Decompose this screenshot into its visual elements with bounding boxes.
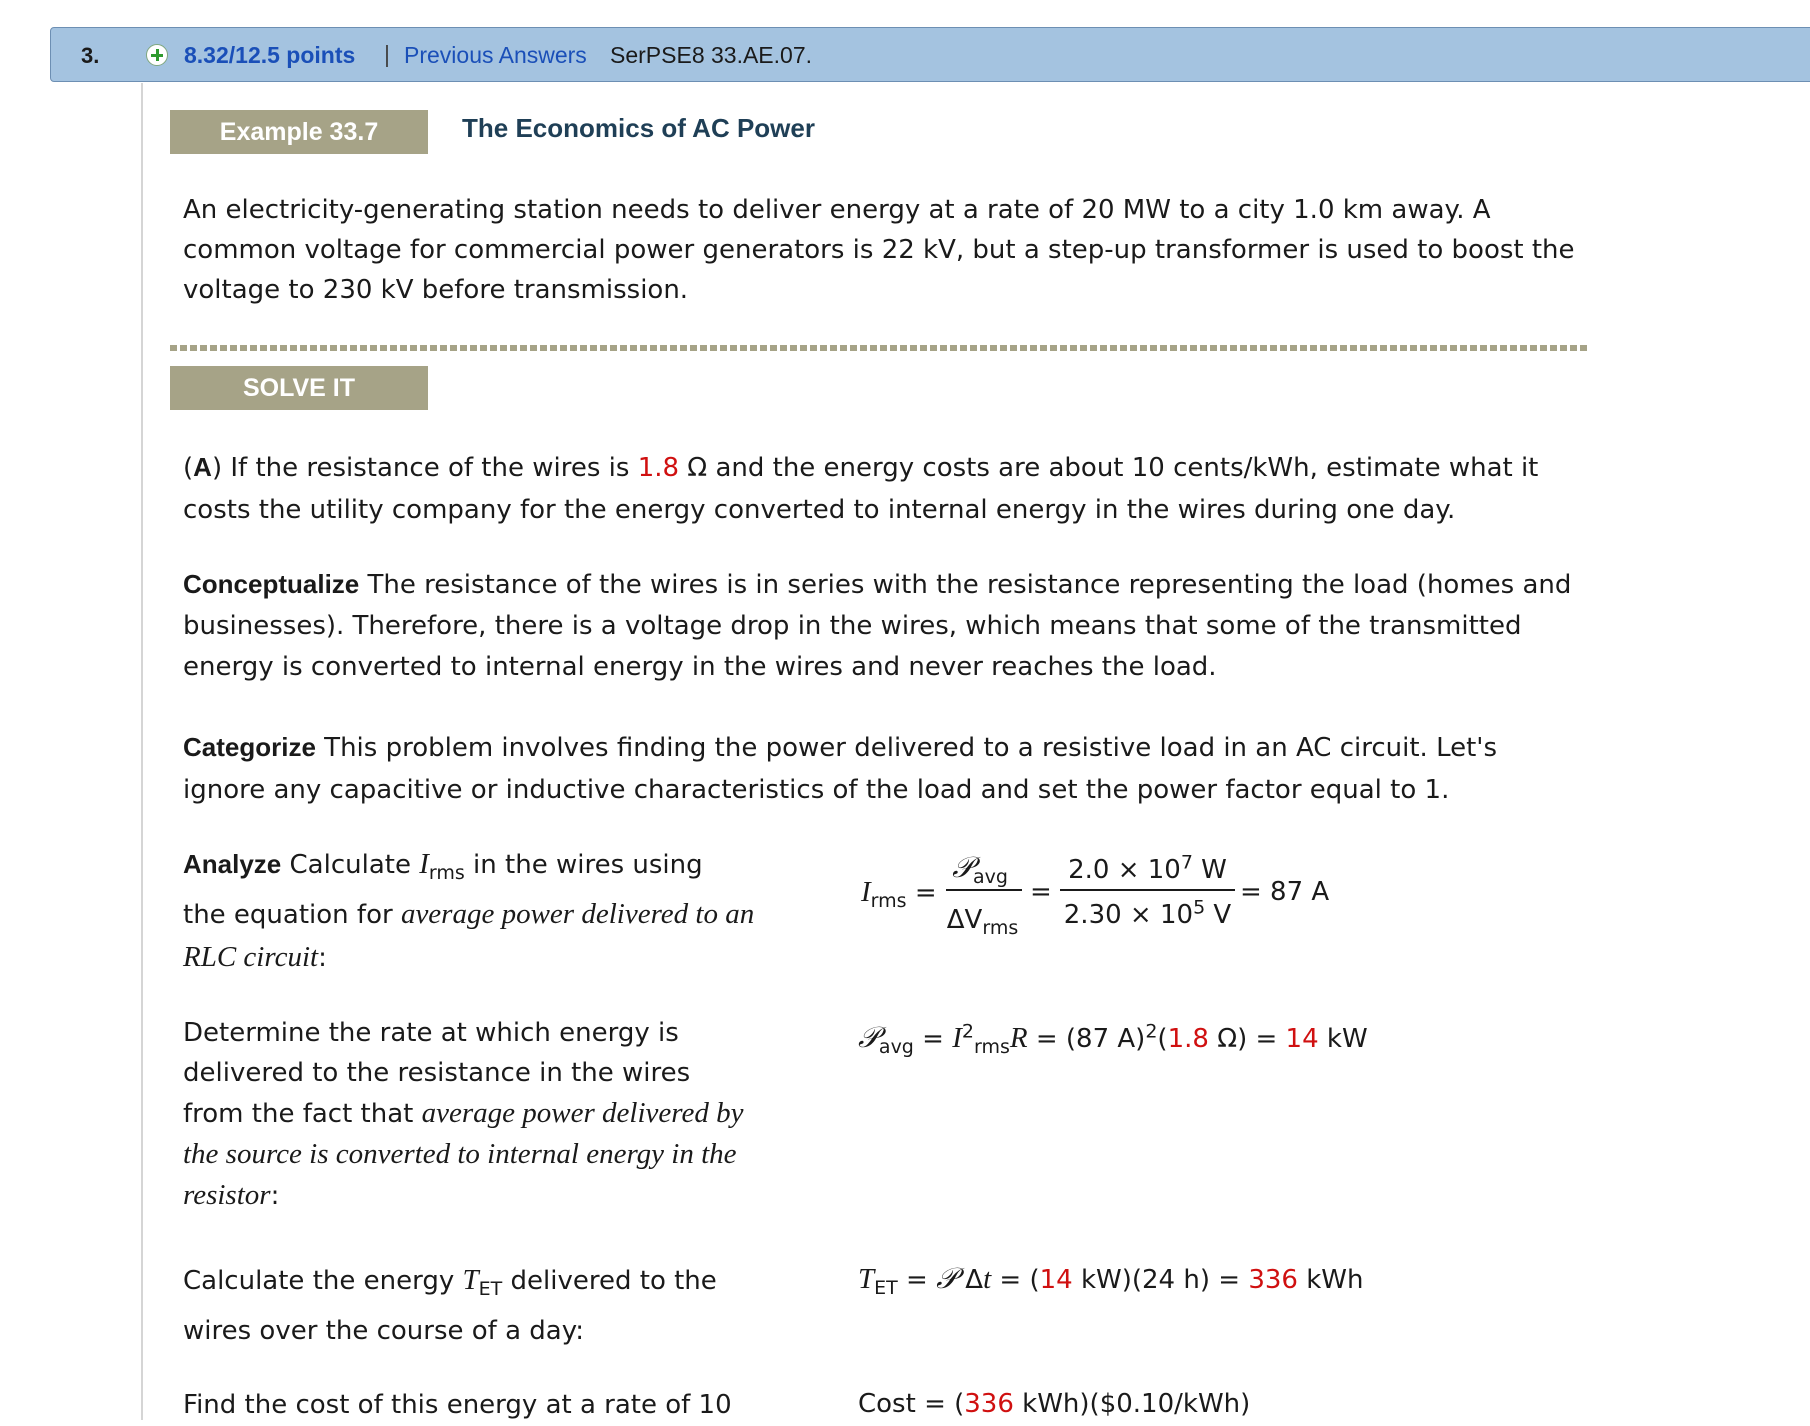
analyze-heading: Analyze <box>183 849 282 879</box>
resistance-value: 1.8 <box>637 453 680 483</box>
irms-result: = 87 A <box>1240 877 1330 907</box>
question-number: 3. <box>81 43 100 68</box>
energy-step-label: Calculate the energy $T_{ET}$ delivered to the wires over the course of a day: <box>183 1264 717 1346</box>
example-title: The Economics of AC Power <box>462 113 815 143</box>
header-separator: | <box>384 41 390 67</box>
categorize-heading: Categorize <box>183 732 316 762</box>
conceptualize-paragraph: Conceptualize The resistance of the wires is in series with the resistance representing the load (homes and businesses). Therefore, there is a voltage drop in the wires, which means that some of the transmitted energy is converted to internal energy in the wires and never reaches the load. <box>183 569 1572 682</box>
previous-answers-link[interactable]: Previous Answers <box>404 42 587 68</box>
left-divider <box>141 83 143 1420</box>
expand-plus-icon[interactable] <box>146 44 168 66</box>
energy-result: 336 <box>1248 1265 1298 1295</box>
intro-paragraph <box>183 190 1575 310</box>
power-equation: 𝒫$_{avg}$ = $I^2_{rms}R = (87$ A)$^2$(1.8 Ω) = 14 kW <box>858 1020 1368 1059</box>
categorize-paragraph: Categorize This problem involves finding the power delivered to a resistive load in an AC circuit. Let's ignore any capacitive or inductive characteristics of the load and set the power factor equal to 1. <box>183 732 1497 805</box>
problem-code: SerPSE8 33.AE.07. <box>610 42 813 68</box>
cost-step-label: Find the cost of this energy at a rate of 10 <box>183 1390 732 1420</box>
intro-line-2: common voltage for commercial power generators is 22 kV, but a step-up transformer is used to boost the <box>183 235 1575 265</box>
example-tag: Example 33.7 <box>170 110 428 154</box>
part-a-question: (A) If the resistance of the wires is 1.8 Ω and the energy costs are about 10 cents/kWh, estimate what it costs the utility company for the energy converted to internal energy in the wires during one day. <box>183 452 1539 525</box>
power-result: 14 <box>1285 1024 1319 1054</box>
intro-line-3: voltage to 230 kV before transmission. <box>183 275 689 305</box>
conceptualize-heading: Conceptualize <box>183 569 360 599</box>
analyze-step-label: Analyze Calculate $I_{rms}$ in the wires using the equation for average power delivered to an RLC circuit: <box>183 848 755 973</box>
solve-it-tag: SOLVE IT <box>170 366 428 410</box>
power-step-label: Determine the rate at which energy is delivered to the resistance in the wires from the fact that average power delivered by the source is converted to internal energy in the resistor: <box>183 1018 744 1211</box>
cost-equation: Cost = (336 kWh)($0.10/kWh) <box>858 1389 1251 1419</box>
points-link[interactable]: 8.32/12.5 points <box>184 42 356 68</box>
intro-line-1: An electricity-generating station needs to deliver energy at a rate of 20 MW to a city 1.0 km away. A <box>183 195 1491 225</box>
part-a-label: A <box>193 452 212 482</box>
dotted-divider <box>170 345 1588 351</box>
energy-equation: $T_{ET}$ = 𝒫 Δt = (14 kW)(24 h) = 336 kWh <box>858 1263 1364 1300</box>
question-header <box>50 27 1810 82</box>
